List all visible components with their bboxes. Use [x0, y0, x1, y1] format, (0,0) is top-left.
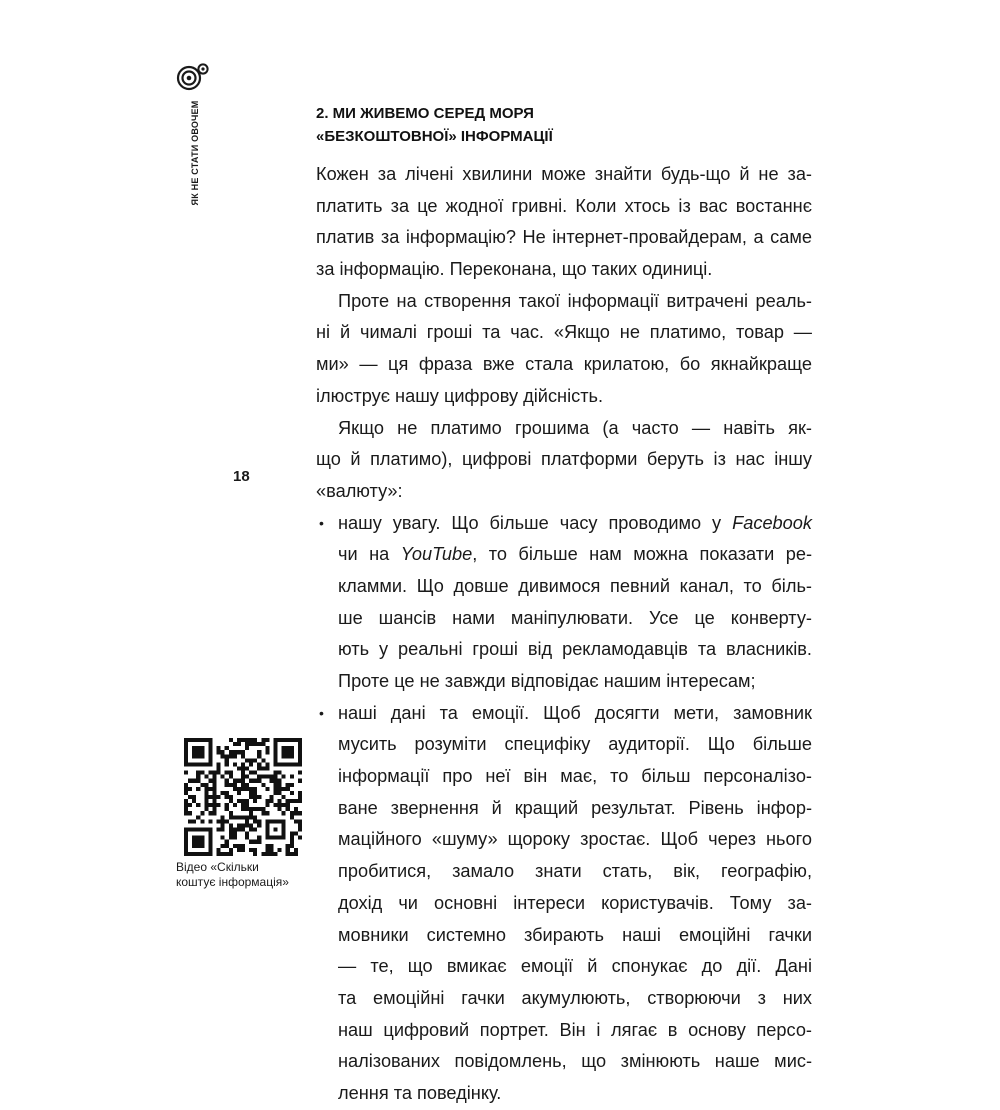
paragraph-line: Кожен за лічені хвилини може знайти будь-що й не за- — [316, 164, 812, 184]
qr-caption-line: коштує інформація» — [176, 875, 289, 889]
bullet-line: інформації про неї він має, то більш персоналізо- — [338, 766, 812, 787]
bullet-line: — те, що вмикає емоції й спонукає до дії. Дані — [338, 956, 812, 977]
heading-line: 2. МИ ЖИВЕМО СЕРЕД МОРЯ — [316, 105, 534, 122]
qr-caption-line: Відео «Скільки — [176, 860, 259, 874]
qr-caption — [176, 860, 326, 890]
bullet-text: нашу увагу. Що більше часу проводимо у — [338, 512, 733, 533]
bullet-text: чи на — [338, 544, 401, 565]
paragraph-line: ілюструє нашу цифрову дійсність. — [316, 385, 604, 406]
paragraph-line: Проте на створення такої інформації витрачені реаль- — [338, 290, 812, 311]
paragraph-line: «валюту»: — [316, 480, 403, 501]
running-head — [185, 100, 205, 206]
qr-code[interactable] — [184, 738, 302, 856]
bullet-line — [316, 508, 812, 540]
bullet-line: пробитися, замало знати стать, вік, географію, — [338, 861, 812, 882]
body-text — [316, 159, 812, 1110]
bullet-line: кламми. Що довше дивимося певний канал, то біль- — [338, 575, 812, 596]
page-number: 18 — [233, 468, 250, 485]
paragraph-line: що й платимо), цифрові платформи беруть із нас іншу — [316, 449, 812, 470]
bullet-line: наш цифровий портрет. Він і лягає в основу персо- — [338, 1019, 812, 1040]
bullet-emphasis: YouTube — [400, 544, 473, 565]
bullet-line: мовники системно збирають наші емоційні гачки — [338, 924, 812, 945]
paragraph-line: ні й чималі гроші та час. «Якщо не платимо, товар — — [316, 322, 812, 343]
heading-line: «БЕЗКОШТОВНОЇ» ІНФОРМАЦІЇ — [316, 128, 553, 145]
bullet-line: дохід чи основні інтереси користувачів. Тому за- — [338, 892, 812, 913]
running-head-text: ЯК НЕ СТАТИ ОВОЧЕМ — [190, 100, 200, 206]
bullet-line: Проте це не завжди відповідає нашим інтересам; — [338, 671, 756, 691]
bullet-line: маційного «шуму» щороку зростає. Щоб через нього — [338, 829, 812, 850]
bullet-marker: • — [319, 514, 324, 531]
bullet-emphasis: Facebook — [732, 512, 812, 533]
bullet-line — [316, 698, 812, 730]
bullet-line: ше шансів нами маніпулювати. Усе це конверту- — [338, 607, 812, 628]
paragraph-line: платив за інформацію? Не інтернет-провайдерам, а саме — [316, 227, 812, 248]
bullet-text: наші дані та емоції. Щоб досягти мети, замовник — [338, 702, 812, 723]
bullet-marker: • — [319, 704, 324, 721]
section-heading — [316, 102, 812, 148]
paragraph-line: ми» — ця фраза вже стала крилатою, бо якнайкраще — [316, 354, 812, 375]
paragraph-line: за інформацію. Переконана, що таких одиниці. — [316, 259, 713, 280]
bullet-line: ють у реальні гроші від рекламодавців та власників. — [338, 639, 812, 660]
bullet-line: та емоційні гачки акумулюють, створюючи з них — [338, 987, 812, 1008]
bullet-line: ване звернення й кращий результат. Рівень інфор- — [338, 797, 812, 818]
bullet-line: лення та поведінку. — [338, 1082, 502, 1103]
main-text-column — [316, 102, 812, 1110]
bullet-line: мусить розуміти специфіку аудиторії. Що більше — [338, 734, 812, 755]
bullet-line: налізованих повідомлень, що змінюють наше мис- — [338, 1051, 812, 1072]
paragraph-line: Якщо не платимо грошима (а часто — навіть як- — [338, 417, 812, 438]
bullet-line — [316, 539, 812, 571]
target-logo-icon — [176, 62, 214, 92]
bullet-text: , то більше нам можна показати ре- — [472, 544, 813, 565]
paragraph-line: платить за це жодної гривні. Коли хтось із вас востаннє — [316, 195, 812, 216]
